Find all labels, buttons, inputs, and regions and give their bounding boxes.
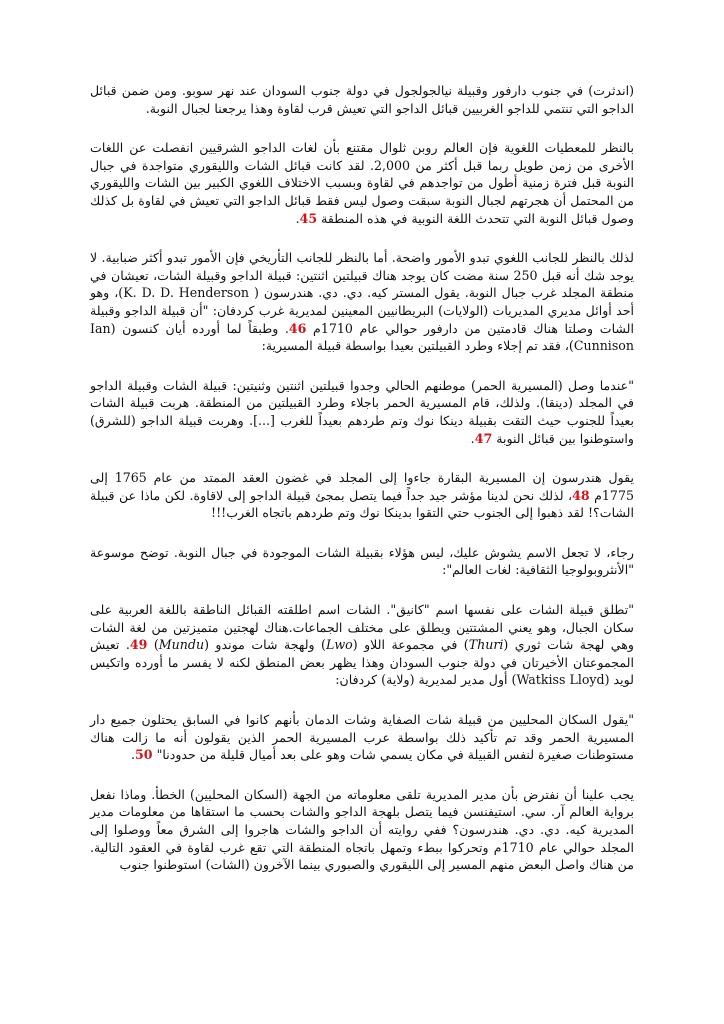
footnote-reference: 46 <box>288 320 307 336</box>
text-run: ) أول مدير لمديرية (ولاية) كردفان: <box>335 672 517 688</box>
text-run: "عندما وصل (المسيرية الحمر) موطنهم الحالي وجدوا قبيلتين اثنتين وثنيتين: قبيلة الشات وقبيلة الداجو في المجلد (دينقا). ولذلك، قام المسيرية الحمر باجلاء وطرد القبيلتين من المنطقة. هربت قبيلة الشات بعيداً للجنوب حيث التقت بقبيلة دينكا نوك وتم طردهم بعيداً للغرب [...]. وهربت قبيلة الداجو (للشرق) واستوطنوا بين قبائل النوبة <box>90 377 634 446</box>
text-run: ) في مجموعة اللاو ( <box>352 637 469 653</box>
text-run: )، وهو أحد أوائل مديري المديريات (الولايات) البريطانيين المعينين لمديرية غرب كردفان: "أن قبيلة الداجو وقبيلة الشات وصلتا هناك قادمتين من دارفور حوالي عام 1710م <box>90 285 634 336</box>
footnote-reference: 47 <box>474 430 493 446</box>
text-run: "يقول السكان المحليين من قبيلة شات الصفاية وشات الدمان بأنهم كانوا في السابق يحتلون جميع دار المسيرية الحمر وقد تم تأكيد ذلك بواسطة عرب المسيرية الحمر الذين يقولون أنه ما زالت هناك مستوطنات صغيرة لنفس القبيلة في مكان يسمي شات وهو على بعد أميال قليلة من حدودنا" <box>90 712 634 763</box>
text-run: لذلك بالنظر للجانب اللغوي تبدو الأمور واضحة. أما بالنظر للجانب التأريخي فإن الأمور تبدو أكثر ضبابية. لا يوجد شك أنه قبل 250 سنة مضت كان يوجد هناك قبيلتين اثنتين: قبيلة الداجو وقبيلة الشات، تعيشان في منطقة المجلد غرب جبال النوبة. يقول المستر كيه. دي. دي. هندرسون ( <box>90 250 635 301</box>
paragraph-4-quote <box>90 377 634 447</box>
paragraph-2 <box>90 139 634 227</box>
text-run: . <box>295 210 300 226</box>
text-run: بالنظر للمعطيات اللغوية فإن العالم روبن ثلوال مقتنع بأن لغات الداجو الشرقيين انفصلت عن اللغات الأخرى من زمن طويل ربما قبل أكثر من 2,000. لقد كانت قبائل الشات والليقوري متواجدة في جبال النوبة قبل فترة زمنية أطول من تواجدهم في لقاوة وبسبب الاختلاف اللغوي الكبير بين الشات والليقوري من المحتمل أن هجرتهم لجبال النوبة سبقت وصول ليس فقط قبائل الداجو التي تعيش في لقاوة بل كذلك وصول قبائل النوبة التي تتحدث اللغة النوبية في هذه المنطقة <box>90 140 634 226</box>
text-run: ، لذلك نحن لدينا مؤشر جيد جداً فيما يتصل بمجئ قبيلة الداجو إلى لاقاوة. لكن ماذا عن قبيلة الشات؟! لقد ذهبوا إلى الجنوب حتي التقوا بدينكا نوك وتم طردهم باتجاه الغرب!!! <box>90 487 634 521</box>
text-run: . وطبقاً لما أورده أيان كنسون ( <box>110 320 289 336</box>
paragraph-7-quote <box>90 601 634 689</box>
paragraph-3 <box>90 249 634 355</box>
latin-name: Watkiss Lloyd <box>516 672 605 688</box>
text-run: "تطلق قبيلة الشات على نفسها اسم "كانيق". الشات اسم اطلقته القبائل الناطقة باللغة العربية على سكان الجبال، وهو يعني المشتتين ويطلق على مختلف الجماعات.هناك لهجتين متميزتين من لغة الشات وهي لهجة شات ثوري ( <box>90 602 634 653</box>
text-run: . <box>131 747 136 763</box>
latin-name: Thuri <box>468 637 504 653</box>
paragraph-1 <box>90 82 634 117</box>
footnote-reference: 45 <box>299 210 318 226</box>
paragraph-6 <box>90 544 634 579</box>
text-run: ) <box>147 637 159 653</box>
text-run: رجاء، لا تجعل الاسم يشوش عليك، ليس هؤلاء بقبيلة الشات الموجودة في جبال النوبة. توضح موسوعة "الأنثروبولوجيا الثقافية: لغات العالم": <box>90 544 634 578</box>
text-run: . <box>470 430 475 446</box>
footnote-reference: 50 <box>135 747 153 763</box>
paragraph-9 <box>90 786 634 874</box>
footnote-reference: 48 <box>572 487 590 503</box>
footnote-reference: 49 <box>129 637 148 653</box>
text-run: (اندثرت) في جنوب دارفور وقبيلة نيالجولجول في دولة جنوب السودان عند نهر سوبو. ومن ضمن قبائل الداجو التي تنتمي للداجو الغربيين قبائل الداجو التي تعيش قرب لقاوة وهذا يرجعنا لجبال النوبة. <box>90 83 634 116</box>
latin-name: K. D. D. Henderson <box>123 285 250 301</box>
latin-name: Mundu <box>158 637 205 653</box>
text-run: . تعيش المجموعتان الأخيرتان في دولة جنوب السودان وهذا يظهر بعض المنطق لكنه لا يفسر ما أورده واتكيس لويد ( <box>90 637 634 688</box>
text-run: )، فقد تم إجلاء وطرد القبيلتين بعيدا بواسطة قبيلة المسيرية: <box>261 338 574 354</box>
paragraph-5 <box>90 469 634 522</box>
text-run: يجب علينا أن نفترض بأن مدير المديرية تلقى معلوماته من الجهة (السكان المحليين) الخطأ. وماذا نفعل برواية العالم آر. سي. استيفنسن فيما يتصل بلهجة الداجو والشات بحسب ما استقاها من معلومات مدير المديرية كيه. دي. دي. هندرسون؟ ففي روايته أن الداجو والشات هاجروا إلى الشرق معاً ووصلوا إلى المجلد حوالي عام 1710م وتحركوا ببطء وتمهل باتجاه المنطقة التي تقع غرب لقاوة في العقود التالية. من هناك واصل البعض منهم المسير إلى الليقوري والصبوري بينما الآخرون (الشات) استوطنوا جنوب <box>90 786 635 873</box>
text-run: يقول هندرسون إن المسيرية البقارة جاءوا إلى المجلد في غضون العقد الممتد من عام 1765 إلى 1775م <box>90 470 634 503</box>
latin-name: Ian Cunnison <box>90 320 634 354</box>
paragraph-8-quote <box>90 711 634 764</box>
text-run: ) ولهجة شات موندو ( <box>204 637 326 653</box>
latin-name: Lwo <box>325 637 353 653</box>
